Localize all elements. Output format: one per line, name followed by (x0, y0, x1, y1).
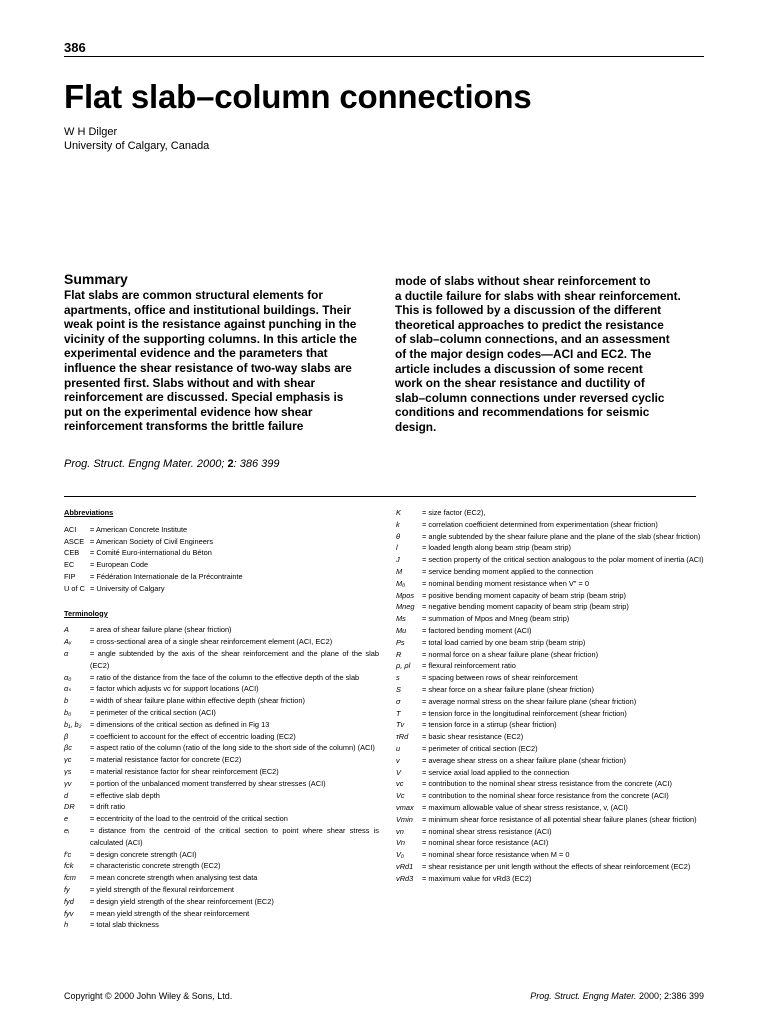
glossary-symbol: s (396, 673, 400, 683)
glossary-definition: = mean yield strength of the shear reinforcement (90, 908, 250, 918)
glossary-definition: = aspect ratio of the column (ratio of the long side to the short side of the column) (ACI) (90, 743, 375, 753)
glossary-definition: = total load carried by one beam strip (beam strip) (422, 637, 586, 647)
glossary-symbol: vRd3 (396, 873, 414, 883)
glossary-symbol: α₀ (64, 672, 72, 682)
glossary-definition: = positive bending moment capacity of beam strip (beam strip) (422, 590, 626, 600)
glossary-definition: = service bending moment applied to the connection (422, 566, 594, 576)
glossary-row (396, 542, 704, 554)
terminology-list-left (64, 624, 379, 931)
top-rule (64, 56, 704, 57)
glossary-definition: = total slab thickness (90, 920, 159, 930)
glossary-row (64, 813, 379, 825)
glossary-symbol: S (396, 684, 401, 694)
summary-heading: Summary (64, 271, 128, 287)
glossary-row (64, 707, 379, 719)
summary-line: apartments, office and institutional buildings. Their (64, 302, 352, 317)
glossary-symbol: DR (64, 802, 75, 812)
glossary-definition: = dimensions of the critical section as defined in Fig 13 (90, 719, 270, 729)
glossary-symbol: b₀ (64, 707, 72, 717)
glossary-symbol: γc (64, 755, 72, 765)
glossary-symbol: CEB (64, 548, 80, 558)
glossary-row (64, 648, 379, 672)
footer-reference (530, 991, 704, 1001)
summary-right-column (395, 274, 681, 435)
glossary-row (396, 696, 704, 708)
glossary-definition: = maximum value for vRd3 (EC2) (422, 873, 532, 883)
glossary-row (64, 884, 379, 896)
glossary-symbol: Vn (396, 838, 406, 848)
glossary-definition: = University of Calgary (90, 583, 165, 593)
abbreviations-heading: Abbreviations (64, 508, 114, 517)
glossary-symbol: h (64, 920, 69, 930)
glossary-definition: = contribution to the nominal shear stress resistance from the concrete (ACI) (422, 779, 672, 789)
glossary-symbol: V (396, 767, 401, 777)
glossary-symbol: M₀ (396, 578, 406, 588)
author-name: W H Dilger (64, 126, 118, 138)
glossary-definition: = correlation coefficient determined from experimentation (shear friction) (422, 519, 658, 529)
glossary-row (64, 742, 379, 754)
summary-line: weak point is the resistance against punching in the (64, 317, 357, 332)
glossary-definition: = yield strength of the flexural reinforcement (90, 884, 234, 894)
glossary-row (396, 778, 704, 790)
glossary-symbol: γs (64, 766, 72, 776)
glossary-row (396, 519, 704, 531)
glossary-row (64, 849, 379, 861)
glossary-row (396, 649, 704, 661)
summary-line: a ductile failure for slabs with shear reinforcement. (395, 288, 681, 303)
glossary-row (396, 849, 704, 861)
summary-line: vicinity of the supporting columns. In this article the (64, 331, 357, 346)
glossary-symbol: fyv (64, 908, 74, 918)
glossary-definition: = normal force on a shear failure plane (shear friction) (422, 649, 599, 659)
glossary-symbol: FIP (64, 571, 76, 581)
glossary-definition: = factor which adjusts vc for support locations (ACI) (90, 684, 259, 694)
glossary-row (64, 636, 379, 648)
glossary-definition: = design concrete strength (ACI) (90, 849, 197, 859)
glossary-definition: = factored bending moment (ACI) (422, 625, 532, 635)
glossary-symbol: U of C (64, 583, 85, 593)
glossary-row (64, 825, 379, 849)
glossary-row (64, 754, 379, 766)
glossary-row (396, 802, 704, 814)
glossary-symbol: v (396, 755, 400, 765)
glossary-row (396, 578, 704, 590)
glossary-symbol: J (396, 555, 400, 565)
glossary-row (396, 507, 704, 519)
glossary-symbol: T (396, 708, 401, 718)
glossary-row (396, 708, 704, 720)
glossary-symbol: Aᵥ (64, 637, 72, 647)
summary-line: design. (395, 419, 437, 434)
glossary-definition: = section property of the critical section analogous to the polar moment of inertia (ACI) (422, 555, 704, 565)
glossary-row (396, 814, 704, 826)
glossary-row (64, 872, 379, 884)
glossary-symbol: A (64, 625, 69, 635)
glossary-symbol: θ (396, 531, 401, 541)
summary-line: theoretical approaches to predict the resistance (395, 317, 664, 332)
glossary-row (396, 531, 704, 543)
glossary-left-column (64, 507, 379, 931)
glossary-definition: = perimeter of critical section (EC2) (422, 743, 538, 753)
glossary-symbol: d (64, 790, 69, 800)
glossary-definition: = loaded length along beam strip (beam strip) (422, 543, 571, 553)
glossary-symbol: Ps (396, 637, 405, 647)
glossary-definition: = nominal shear stress resistance (ACI) (422, 826, 552, 836)
glossary-definition: = average shear stress on a shear failure plane (shear friction) (422, 755, 626, 765)
glossary-row (64, 919, 379, 931)
glossary-row (396, 637, 704, 649)
glossary-definition: = ratio of the distance from the face of the column to the effective depth of the slab (90, 672, 360, 682)
glossary-row (396, 731, 704, 743)
glossary-symbol: γv (64, 778, 72, 788)
glossary-definition: = average normal stress on the shear failure plane (shear friction) (422, 696, 637, 706)
glossary-definition: = material resistance factor for concrete (EC2) (90, 755, 242, 765)
author-block (64, 125, 209, 153)
glossary-definition: = angle subtended by the shear failure plane and the plane of the slab (shear friction) (422, 531, 701, 541)
glossary-symbol: M (396, 566, 403, 576)
summary-line: reinforcement transforms the brittle failure (64, 419, 304, 434)
glossary-row (64, 547, 379, 559)
glossary-row (396, 755, 704, 767)
glossary-row (396, 554, 704, 566)
glossary-row (64, 896, 379, 908)
glossary-row (64, 801, 379, 813)
glossary-row (64, 559, 379, 571)
glossary-symbol: fcm (64, 873, 76, 883)
glossary-definition: = cross-sectional area of a single shear reinforcement element (ACI, EC2) (90, 637, 333, 647)
glossary-row (64, 731, 379, 743)
glossary-definition: = summation of Mpos and Mneg (beam strip) (422, 614, 570, 624)
glossary-symbol: ACI (64, 524, 77, 534)
summary-line: work on the shear resistance and ductility of (395, 376, 645, 391)
glossary-symbol: vc (396, 779, 404, 789)
glossary-row (396, 566, 704, 578)
glossary-symbol: b (64, 696, 69, 706)
glossary-definition: = portion of the unbalanced moment transferred by shear stresses (ACI) (90, 778, 326, 788)
glossary-symbol: l (396, 543, 398, 553)
summary-line: of slab–column connections, and an assessment (395, 332, 670, 347)
summary-line: reinforcement are discussed. Special emphasis is (64, 390, 344, 405)
glossary-row (64, 778, 379, 790)
glossary-row (396, 861, 704, 873)
citation-volume: 2 (227, 458, 234, 470)
glossary-definition: = flexural reinforcement ratio (422, 661, 516, 671)
summary-line: put on the experimental evidence how shear (64, 404, 313, 419)
glossary-definition: = mean concrete strength when analysing test data (90, 873, 258, 883)
glossary-row (396, 826, 704, 838)
abbreviations-list (64, 524, 379, 595)
glossary-definition: = Comité Euro-international du Béton (90, 548, 212, 558)
glossary-definition: = effective slab depth (90, 790, 160, 800)
glossary-symbol: fyd (64, 896, 74, 906)
glossary-symbol: Ms (396, 614, 406, 624)
glossary-row (64, 719, 379, 731)
glossary-definition: = area of shear failure plane (shear friction) (90, 625, 232, 635)
glossary-definition: = coefficient to account for the effect of eccentric loading (EC2) (90, 731, 296, 741)
summary-line: This is followed by a discussion of the different (395, 303, 662, 318)
glossary-definition: = American Concrete Institute (90, 524, 188, 534)
glossary-row (396, 790, 704, 802)
glossary-definition: = nominal shear force resistance when M = 0 (422, 850, 570, 860)
glossary-row (396, 837, 704, 849)
glossary-symbol: K (396, 508, 401, 517)
glossary-right-column (396, 507, 704, 885)
glossary-definition: = nominal shear force resistance (ACI) (422, 838, 549, 848)
glossary-definition: = tension force in a stirrup (shear friction) (422, 720, 557, 730)
glossary-row (396, 672, 704, 684)
summary-left-column (64, 288, 357, 434)
glossary-definition: = nominal bending moment resistance when V″ = 0 (422, 578, 589, 588)
glossary-symbol: τRd (396, 732, 409, 742)
page-number: 386 (64, 40, 86, 55)
glossary-symbol: V₀ (396, 850, 405, 860)
glossary-row (64, 672, 379, 684)
citation (64, 458, 279, 470)
summary-line: article includes a discussion of some recent (395, 361, 643, 376)
glossary-definition: = basic shear resistance (EC2) (422, 732, 524, 742)
glossary-row (396, 743, 704, 755)
glossary-row (64, 695, 379, 707)
glossary-symbol: fck (64, 861, 74, 871)
glossary-definition: = drift ratio (90, 802, 126, 812)
glossary-row (396, 684, 704, 696)
glossary-symbol: Mneg (396, 602, 415, 612)
glossary-symbol: Mpos (396, 590, 415, 600)
glossary-symbol: b₁, b₂ (64, 719, 82, 729)
glossary-row (64, 571, 379, 583)
glossary-definition: = shear resistance per unit length without the effects of shear reinforcement (EC2) (422, 861, 691, 871)
summary-line: of the major design codes—ACI and EC2. The (395, 346, 652, 361)
glossary-symbol: EC (64, 560, 75, 570)
glossary-symbol: u (396, 743, 401, 753)
glossary-symbol: ρ, ρl (396, 661, 411, 671)
glossary-symbol: R (396, 649, 402, 659)
glossary-definition: = size factor (EC2), (422, 508, 486, 517)
glossary-symbol: eᵢ (64, 825, 70, 835)
glossary-definition: = European Code (90, 560, 149, 570)
summary-line: mode of slabs without shear reinforcement to (395, 274, 651, 288)
glossary-symbol: e (64, 814, 69, 824)
glossary-symbol: Mu (396, 625, 407, 635)
article-title: Flat slab–column connections (64, 78, 532, 115)
glossary-symbol: k (396, 519, 400, 529)
footer-ref: 2000; 2:386 399 (638, 991, 704, 1001)
glossary-symbol: vmax (396, 802, 414, 812)
citation-year: 2000; (196, 458, 225, 470)
glossary-symbol: f′c (64, 849, 72, 859)
summary-line: influence the shear resistance of two-way slabs are (64, 360, 352, 375)
glossary-row (64, 583, 379, 595)
glossary-symbol: Vc (396, 791, 405, 801)
glossary-symbol: vn (396, 826, 404, 836)
glossary-row (64, 766, 379, 778)
glossary-definition: = perimeter of the critical section (ACI) (90, 707, 216, 717)
glossary-row (396, 660, 704, 672)
glossary-definition: = design yield strength of the shear reinforcement (EC2) (90, 896, 274, 906)
author-affiliation: University of Calgary, Canada (64, 140, 210, 152)
summary-line: conditions and recommendations for seismic (395, 405, 650, 420)
summary-line: presented first. Slabs without and with shear (64, 375, 316, 390)
glossary-symbol: βc (64, 743, 72, 753)
glossary-symbol: α (64, 648, 69, 658)
section-rule (64, 496, 696, 497)
glossary-symbol: Vmin (396, 814, 413, 824)
glossary-symbol: αₛ (64, 684, 71, 694)
glossary-row (64, 524, 379, 536)
glossary-definition: = negative bending moment capacity of beam strip (beam strip) (422, 602, 629, 612)
glossary-row (396, 767, 704, 779)
terminology-list-right (396, 507, 704, 885)
summary-line: Flat slabs are common structural elements for (64, 288, 323, 302)
glossary-definition: = shear force on a shear failure plane (shear friction) (422, 684, 594, 694)
citation-pages: : 386 399 (233, 458, 280, 470)
glossary-row (64, 683, 379, 695)
glossary-definition: = contribution to the nominal shear force resistance from the concrete (ACI) (422, 791, 669, 801)
summary-line: experimental evidence and the parameters that (64, 346, 328, 361)
summary-line: slab–column connections under reversed cyclic (395, 390, 665, 405)
glossary-definition: = maximum allowable value of shear stress resistance, v, (ACI) (422, 802, 628, 812)
terminology-heading: Terminology (64, 608, 108, 618)
glossary-symbol: vRd1 (396, 861, 414, 871)
glossary-symbol: β (64, 731, 69, 741)
glossary-definition: = tension force in the longitudinal reinforcement (shear friction) (422, 708, 627, 718)
footer-copyright: Copyright © 2000 John Wiley & Sons, Ltd. (64, 991, 233, 1001)
glossary-definition: = distance from the centroid of the critical section to point where shear stress is calculated (ACI) (90, 825, 379, 847)
glossary-definition: = Fédération Internationale de la Précontrainte (90, 571, 243, 581)
glossary-row (396, 590, 704, 602)
glossary-definition: = minimum shear force resistance of all potential shear failure planes (shear friction) (422, 814, 697, 824)
glossary-symbol: σ (396, 696, 401, 706)
glossary-row (64, 624, 379, 636)
glossary-definition: = American Society of Civil Engineers (90, 536, 214, 546)
glossary-row (396, 613, 704, 625)
glossary-definition: = width of shear failure plane within effective depth (shear friction) (90, 696, 305, 706)
glossary-symbol: Tv (396, 720, 405, 730)
glossary-symbol: fy (64, 884, 70, 894)
glossary-row (396, 625, 704, 637)
footer-journal: Prog. Struct. Engng Mater. (530, 991, 637, 1001)
glossary-row (64, 908, 379, 920)
glossary-definition: = spacing between rows of shear reinforcement (422, 673, 578, 683)
citation-journal: Prog. Struct. Engng Mater. (64, 458, 194, 470)
glossary-definition: = angle subtended by the axis of the shear reinforcement and the plane of the slab (EC2) (90, 648, 379, 670)
glossary-symbol: ASCE (64, 536, 85, 546)
glossary-definition: = characteristic concrete strength (EC2) (90, 861, 221, 871)
glossary-row (396, 601, 704, 613)
glossary-row (396, 719, 704, 731)
glossary-definition: = material resistance factor for shear reinforcement (EC2) (90, 766, 279, 776)
glossary-definition: = service axial load applied to the connection (422, 767, 570, 777)
glossary-row (64, 860, 379, 872)
glossary-row (64, 790, 379, 802)
glossary-row (396, 873, 704, 885)
glossary-definition: = eccentricity of the load to the centroid of the critical section (90, 814, 288, 824)
glossary-row (64, 536, 379, 548)
